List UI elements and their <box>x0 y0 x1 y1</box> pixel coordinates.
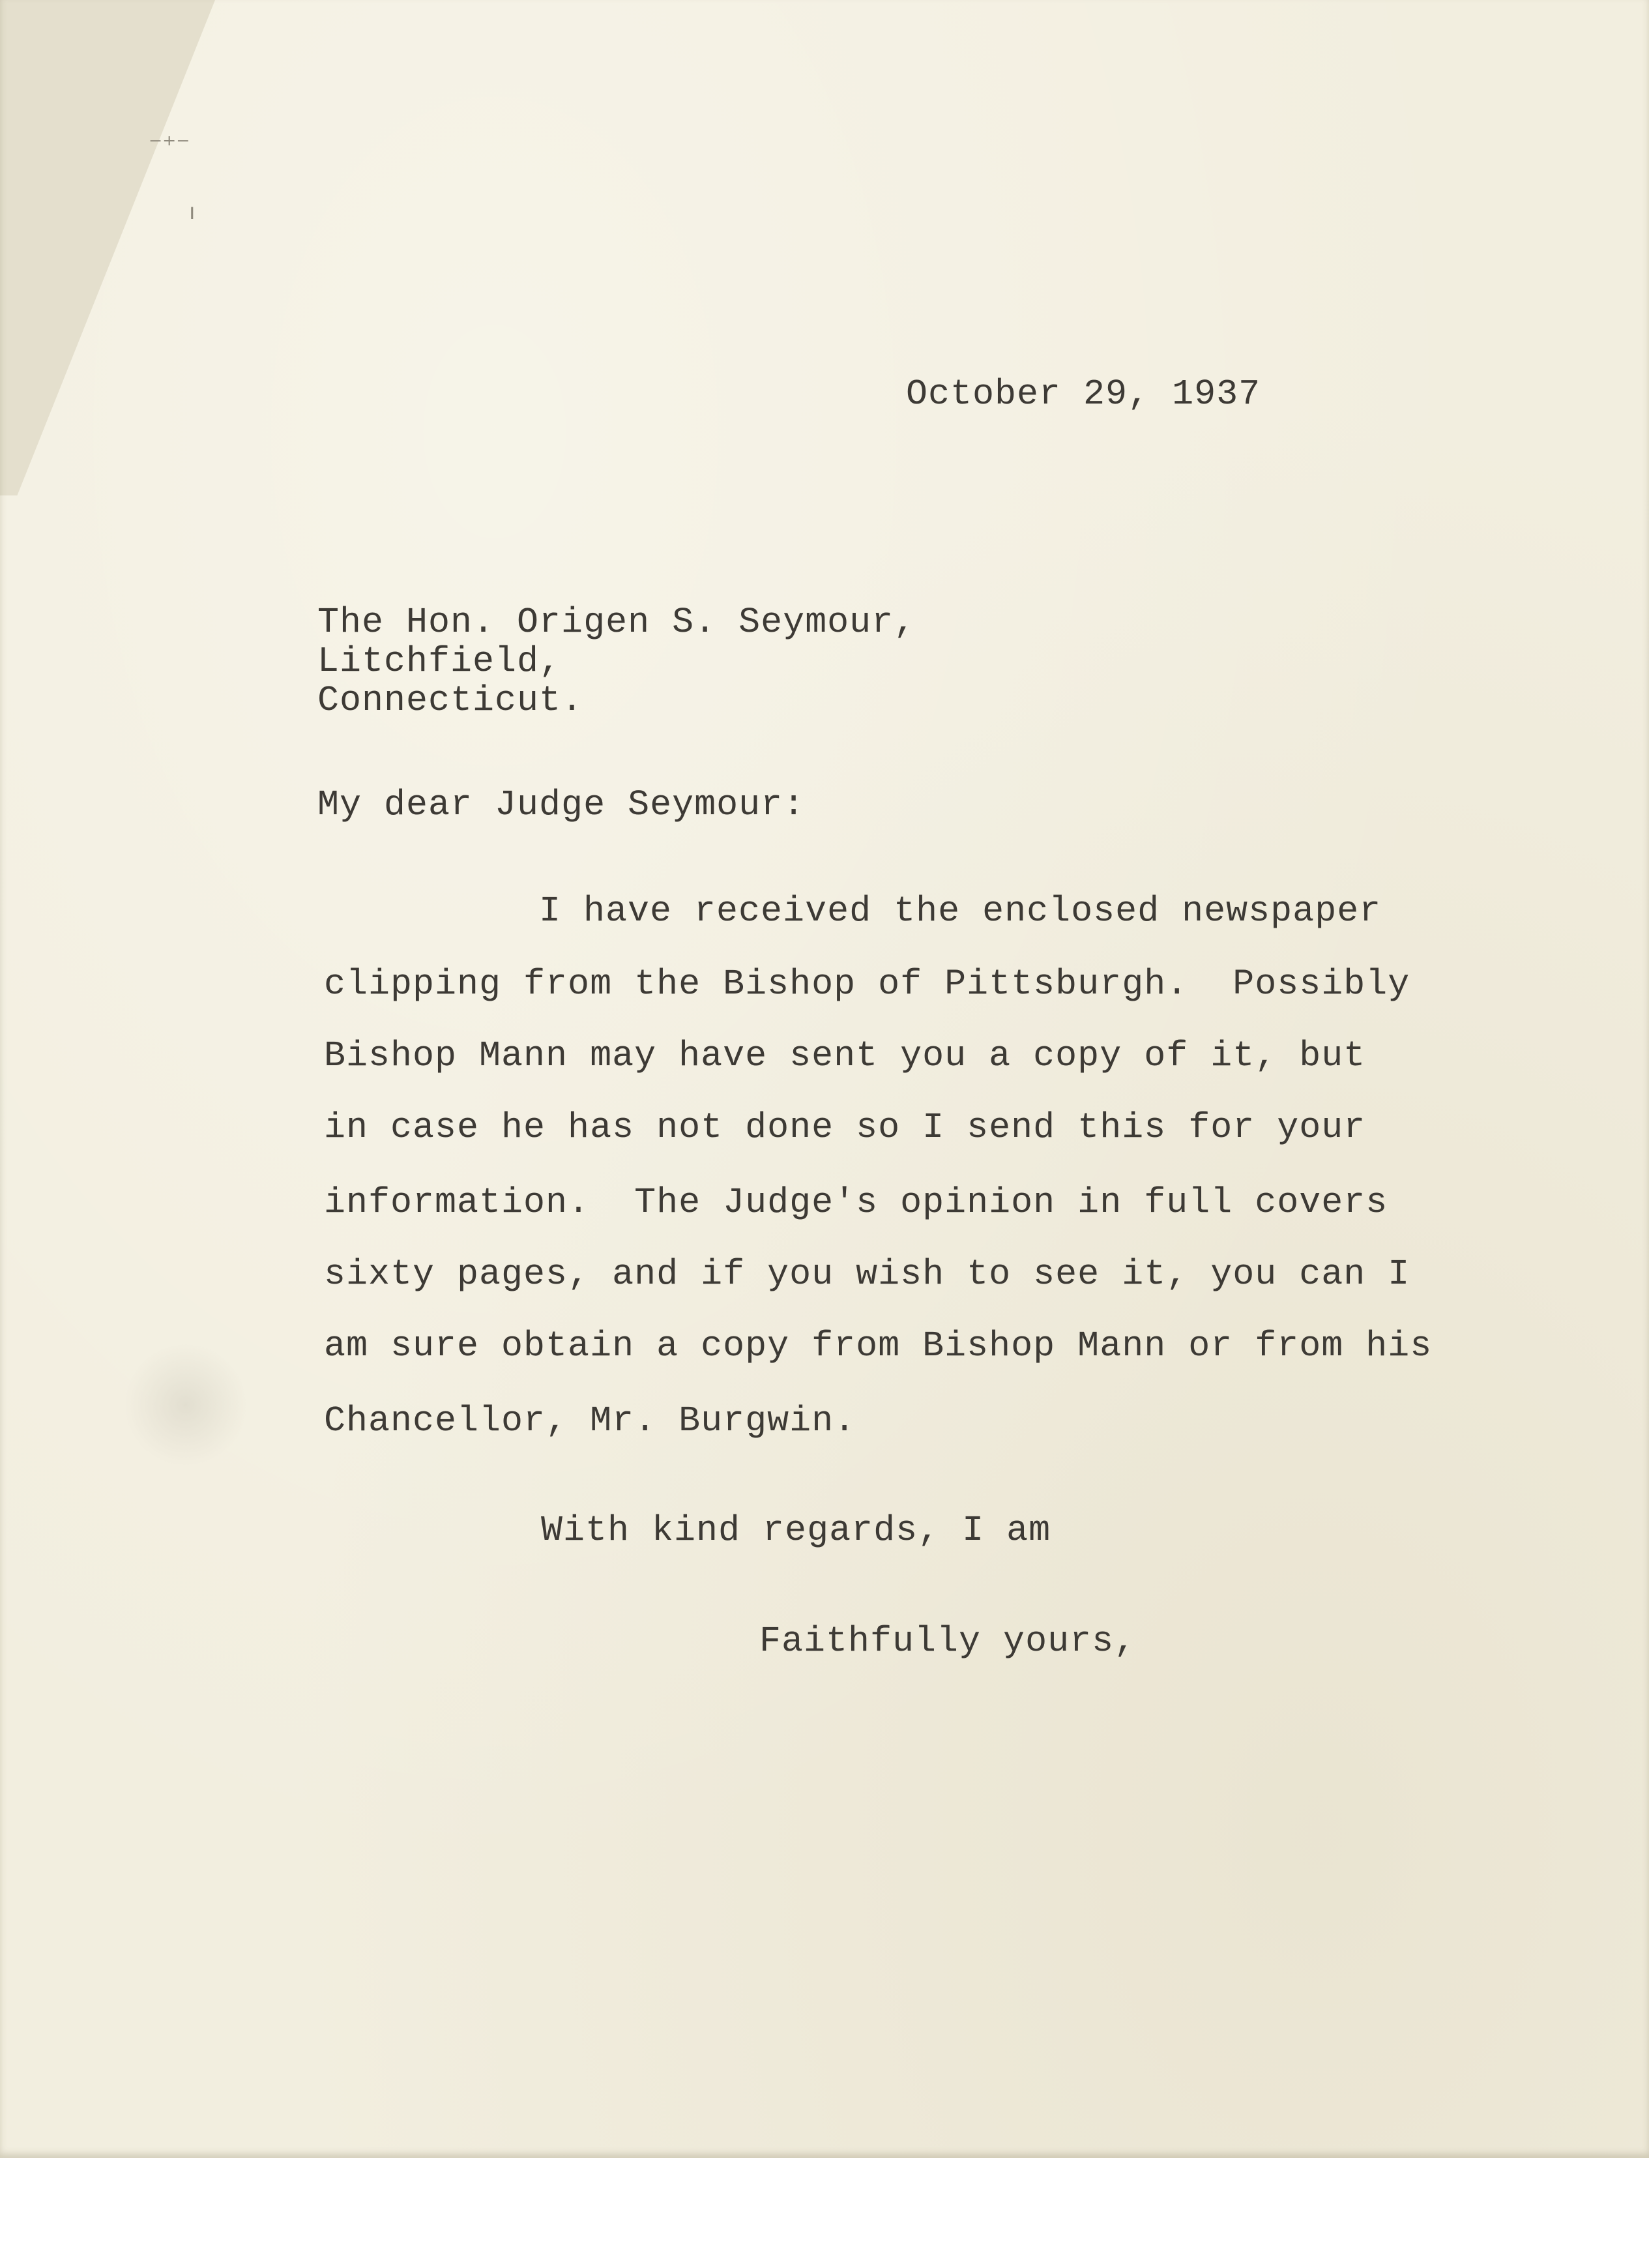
valediction: Faithfully yours, <box>759 1621 1137 1662</box>
body-line: Bishop Mann may have sent you a copy of it, but <box>324 1035 1366 1076</box>
body-line: sixty pages, and if you wish to see it, you can I <box>324 1254 1410 1295</box>
recipient-city: Litchfield, <box>317 641 562 682</box>
body-line: information. The Judge's opinion in full covers <box>324 1182 1388 1223</box>
body-line: am sure obtain a copy from Bishop Mann or from his <box>324 1325 1433 1366</box>
body-line: in case he has not done so I send this for your <box>324 1107 1366 1148</box>
recipient-state: Connecticut. <box>317 680 584 721</box>
pencil-mark: ı <box>189 199 196 225</box>
body-line: I have received the enclosed newspaper <box>539 891 1382 932</box>
body-line: clipping from the Bishop of Pittsburgh. Possibly <box>324 964 1410 1005</box>
pencil-mark: ⁻⁺⁻ <box>149 130 190 160</box>
body-line: Chancellor, Mr. Burgwin. <box>324 1400 856 1441</box>
letter-date: October 29, 1937 <box>906 374 1261 415</box>
recipient-name: The Hon. Origen S. Seymour, <box>317 602 916 643</box>
salutation: My dear Judge Seymour: <box>317 784 806 825</box>
closing-line: With kind regards, I am <box>541 1510 1051 1551</box>
